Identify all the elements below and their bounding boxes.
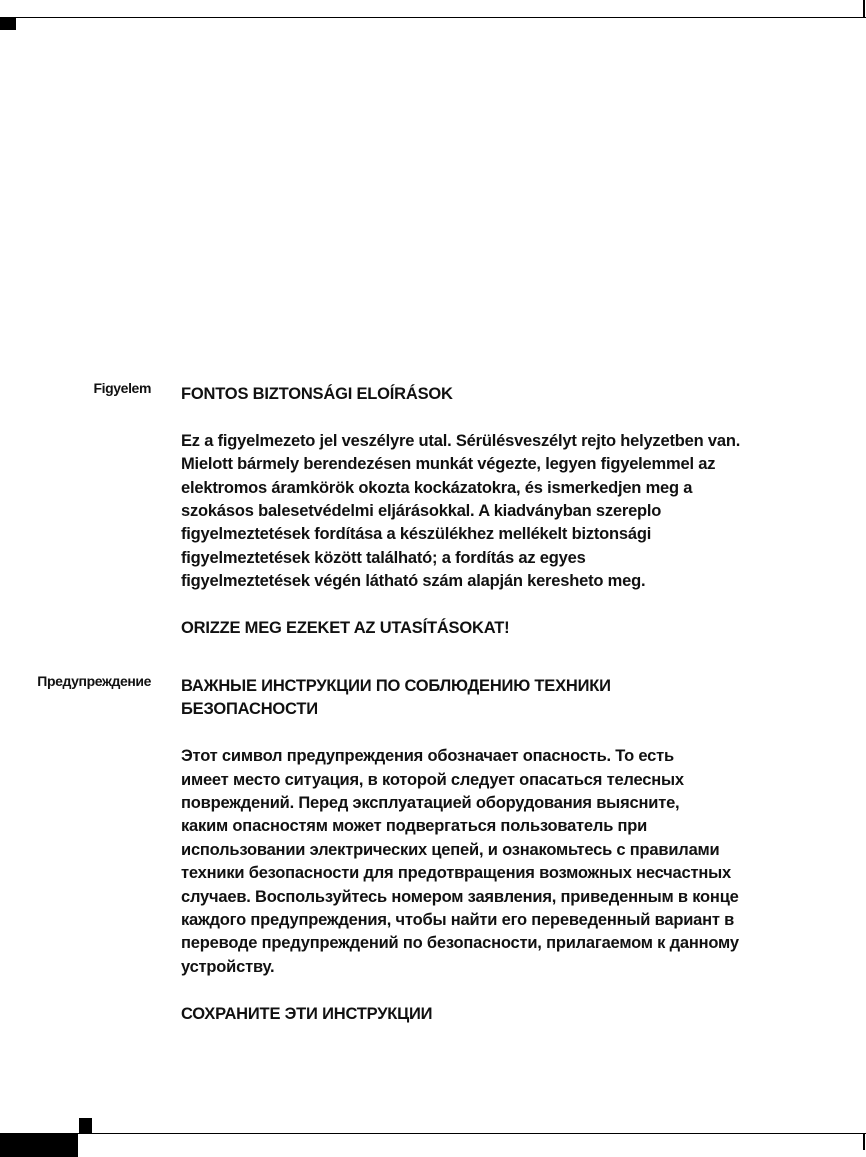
warning-body-line: техники безопасности для предотвращения возможных несчастных bbox=[181, 864, 731, 883]
warning-body-line: каждого предупреждения, чтобы найти его переведенный вариант в bbox=[181, 911, 735, 930]
warning-body-line: figyelmeztetések fordítása a készülékhez mellékelt biztonsági bbox=[181, 525, 652, 544]
footer-marker bbox=[79, 1118, 92, 1133]
warning-body-line: случаев. Воспользуйтесь номером заявления, приведенным в конце bbox=[181, 887, 739, 906]
warning-block-hungarian bbox=[181, 383, 861, 640]
warning-body-line: elektromos áramkörök okozta kockázatokra, és ismerkedjen meg a bbox=[181, 478, 693, 497]
header-marker bbox=[0, 18, 16, 30]
warning-body-line: переводе предупреждений по безопасности, прилагаемом к данному bbox=[181, 934, 739, 953]
warning-heading: ВАЖНЫЕ ИНСТРУКЦИИ ПО СОБЛЮДЕНИЮ ТЕХНИКИ bbox=[181, 677, 611, 695]
warning-body-line: szokásos balesetvédelmi eljárásokkal. A kiadványban szereplo bbox=[181, 502, 662, 521]
footer-page-block bbox=[0, 1133, 78, 1157]
footer-rule bbox=[0, 1133, 866, 1134]
header-tick bbox=[863, 0, 865, 18]
warning-footer: СОХРАНИТЕ ЭТИ ИНСТРУКЦИИ bbox=[181, 1004, 433, 1023]
warning-body-line: имеет место ситуация, в которой следует опасаться телесных bbox=[181, 770, 684, 789]
warning-heading: БЕЗОПАСНОСТИ bbox=[181, 700, 318, 719]
warning-block-russian bbox=[181, 675, 861, 1026]
footer-tick bbox=[863, 1133, 865, 1150]
warning-heading: FONTOS BIZTONSÁGI ELOÍRÁSOK bbox=[181, 385, 453, 403]
warning-body-line: figyelmeztetések végén látható szám alapján keresheto meg. bbox=[181, 572, 646, 591]
warning-body-line: устройству. bbox=[181, 957, 275, 976]
warning-body-line: Ez a figyelmezeto jel veszélyre utal. Sérülésveszélyt rejto helyzetben van. bbox=[181, 431, 741, 450]
warning-body-line: figyelmeztetések között található; a fordítás az egyes bbox=[181, 548, 586, 567]
warning-body-line: повреждений. Перед эксплуатацией оборудования выясните, bbox=[181, 794, 680, 813]
header-rule bbox=[0, 17, 866, 18]
warning-label-hungarian: Figyelem bbox=[93, 380, 151, 396]
warning-body-line: Mielott bármely berendezésen munkát végezte, legyen figyelemmel az bbox=[181, 455, 716, 474]
warning-footer: ORIZZE MEG EZEKET AZ UTASÍTÁSOKAT! bbox=[181, 619, 510, 638]
warning-body-line: Этот символ предупреждения обозначает опасность. То есть bbox=[181, 747, 674, 766]
warning-body-line: каким опасностям может подвергаться пользователь при bbox=[181, 817, 648, 836]
warning-label-russian: Предупреждение bbox=[37, 673, 151, 689]
warning-body-line: использовании электрических цепей, и ознакомьтесь с правилами bbox=[181, 840, 720, 859]
